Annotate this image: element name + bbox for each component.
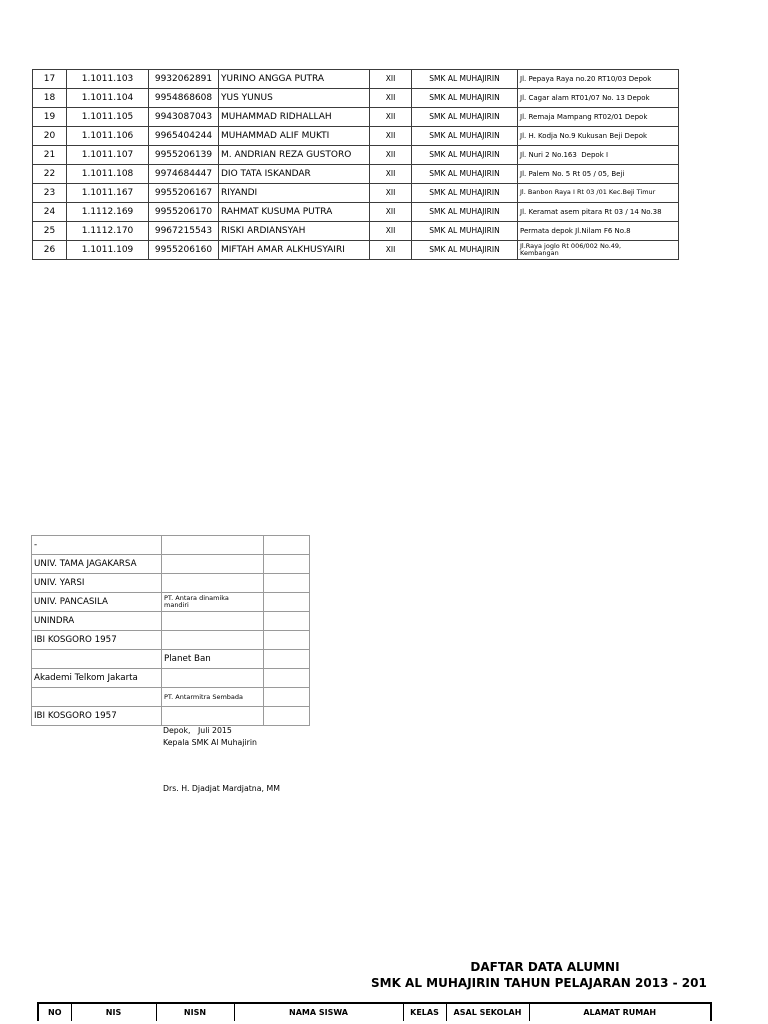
cell-studi xyxy=(32,650,162,669)
cell-empty xyxy=(264,574,310,593)
cell-alamat-rumah: Jl. Pepaya Raya no.20 RT10/03 Depok xyxy=(518,70,679,89)
table-row xyxy=(32,688,310,707)
cell-asal-sekolah: SMK AL MUHAJIRIN xyxy=(412,127,518,146)
cell-kerja: PT. Antarmitra Sembada xyxy=(162,688,264,707)
cell-empty xyxy=(264,536,310,555)
cell-studi: UNIV. PANCASILA xyxy=(32,593,162,612)
cell-studi: UNIV. TAMA JAGAKARSA xyxy=(32,555,162,574)
cell-no: 25 xyxy=(33,222,67,241)
cell-kelas: XII xyxy=(370,222,412,241)
cell-kelas: XII xyxy=(370,241,412,260)
cell-studi: IBI KOSGORO 1957 xyxy=(32,631,162,650)
table-row xyxy=(33,241,679,260)
cell-kelas: XII xyxy=(370,70,412,89)
cell-empty xyxy=(264,631,310,650)
alumni-table-continued xyxy=(32,69,679,260)
table-row xyxy=(32,669,310,688)
signature-position: Kepala SMK Al Muhajirin xyxy=(163,738,257,747)
header-nis: NIS xyxy=(71,1003,156,1021)
cell-asal-sekolah: SMK AL MUHAJIRIN xyxy=(412,241,518,260)
cell-nis: 1.1011.107 xyxy=(67,146,149,165)
cell-nisn: 9955206167 xyxy=(149,184,219,203)
cell-nisn: 9965404244 xyxy=(149,127,219,146)
header-nisn: NISN xyxy=(156,1003,234,1021)
cell-nis: 1.1112.169 xyxy=(67,203,149,222)
cell-empty xyxy=(264,612,310,631)
cell-alamat-rumah: Permata depok Jl.Nilam F6 No.8 xyxy=(518,222,679,241)
table-row xyxy=(32,612,310,631)
table-row xyxy=(33,108,679,127)
table-row xyxy=(32,593,310,612)
cell-no: 22 xyxy=(33,165,67,184)
cell-studi: Akademi Telkom Jakarta xyxy=(32,669,162,688)
cell-kerja xyxy=(162,612,264,631)
header-kelas: KELAS xyxy=(403,1003,446,1021)
cell-kerja xyxy=(162,574,264,593)
cell-kerja xyxy=(162,669,264,688)
signature-place-date: Depok, Juli 2015 xyxy=(163,726,232,735)
cell-nisn: 9932062891 xyxy=(149,70,219,89)
cell-no: 19 xyxy=(33,108,67,127)
cell-empty xyxy=(264,669,310,688)
cell-nis: 1.1011.105 xyxy=(67,108,149,127)
table-row xyxy=(32,555,310,574)
cell-studi xyxy=(32,688,162,707)
alamat-text: Jl. Banbon Raya I Rt 03 /01 Kec.Beji Timur xyxy=(520,188,656,197)
cell-nisn: 9955206139 xyxy=(149,146,219,165)
cell-kerja xyxy=(162,631,264,650)
cell-kelas: XII xyxy=(370,127,412,146)
cell-nisn: 9943087043 xyxy=(149,108,219,127)
cell-nisn: 9955206170 xyxy=(149,203,219,222)
cell-no: 23 xyxy=(33,184,67,203)
cell-nis: 1.1011.106 xyxy=(67,127,149,146)
table-row xyxy=(33,146,679,165)
cell-nisn: 9954868608 xyxy=(149,89,219,108)
table-row xyxy=(32,631,310,650)
cell-empty xyxy=(264,707,310,726)
cell-kelas: XII xyxy=(370,184,412,203)
cell-nama-siswa: YURINO ANGGA PUTRA xyxy=(219,70,370,89)
cell-asal-sekolah: SMK AL MUHAJIRIN xyxy=(412,146,518,165)
cell-studi: UNIV. YARSI xyxy=(32,574,162,593)
cell-kerja xyxy=(162,536,264,555)
cell-no: 24 xyxy=(33,203,67,222)
cell-asal-sekolah: SMK AL MUHAJIRIN xyxy=(412,70,518,89)
cell-studi: IBI KOSGORO 1957 xyxy=(32,707,162,726)
cell-nama-siswa: RISKI ARDIANSYAH xyxy=(219,222,370,241)
cell-nama-siswa: MUHAMMAD ALIF MUKTI xyxy=(219,127,370,146)
header-alamat-rumah: ALAMAT RUMAH xyxy=(529,1003,711,1021)
table-row xyxy=(33,127,679,146)
cell-kelas: XII xyxy=(370,89,412,108)
page-title: DAFTAR DATA ALUMNI xyxy=(470,960,620,974)
table-row xyxy=(33,222,679,241)
table-row xyxy=(33,165,679,184)
cell-nis: 1.1112.170 xyxy=(67,222,149,241)
cell-nis: 1.1011.104 xyxy=(67,89,149,108)
cell-alamat-rumah: Jl. Nuri 2 No.163 Depok I xyxy=(518,146,679,165)
page-subtitle: SMK AL MUHAJIRIN TAHUN PELAJARAN 2013 - 201 xyxy=(371,976,707,990)
cell-alamat-rumah xyxy=(518,184,679,203)
cell-alamat-rumah xyxy=(518,241,679,260)
cell-no: 26 xyxy=(33,241,67,260)
cell-nama-siswa: DIO TATA ISKANDAR xyxy=(219,165,370,184)
cell-asal-sekolah: SMK AL MUHAJIRIN xyxy=(412,89,518,108)
table-row xyxy=(32,574,310,593)
cell-no: 17 xyxy=(33,70,67,89)
cell-no: 18 xyxy=(33,89,67,108)
cell-nis: 1.1011.109 xyxy=(67,241,149,260)
alumni-table-header xyxy=(37,1002,712,1021)
cell-kelas: XII xyxy=(370,165,412,184)
cell-nama-siswa: YUS YUNUS xyxy=(219,89,370,108)
cell-nama-siswa: RAHMAT KUSUMA PUTRA xyxy=(219,203,370,222)
cell-nama-siswa: M. ANDRIAN REZA GUSTORO xyxy=(219,146,370,165)
cell-nama-siswa: MUHAMMAD RIDHALLAH xyxy=(219,108,370,127)
table-row xyxy=(33,70,679,89)
cell-asal-sekolah: SMK AL MUHAJIRIN xyxy=(412,184,518,203)
cell-kerja: Planet Ban xyxy=(162,650,264,669)
cell-asal-sekolah: SMK AL MUHAJIRIN xyxy=(412,203,518,222)
header-row xyxy=(38,1003,711,1021)
cell-no: 21 xyxy=(33,146,67,165)
cell-nama-siswa: RIYANDI xyxy=(219,184,370,203)
header-nama-siswa: NAMA SISWA xyxy=(234,1003,403,1021)
alamat-text: Jl.Raya joglo Rt 006/002 No.49, Kembangan xyxy=(520,241,622,257)
kerja-text: PT. Antara dinamika mandiri xyxy=(164,593,229,609)
signature-name: Drs. H. Djadjat Mardjatna, MM xyxy=(163,784,280,793)
table-row xyxy=(32,707,310,726)
cell-studi: UNINDRA xyxy=(32,612,162,631)
cell-empty xyxy=(264,555,310,574)
cell-asal-sekolah: SMK AL MUHAJIRIN xyxy=(412,108,518,127)
cell-alamat-rumah: Jl. H. Kodja No.9 Kukusan Beji Depok xyxy=(518,127,679,146)
cell-asal-sekolah: SMK AL MUHAJIRIN xyxy=(412,222,518,241)
cell-alamat-rumah: Jl. Keramat asem pitara Rt 03 / 14 No.38 xyxy=(518,203,679,222)
cell-kelas: XII xyxy=(370,203,412,222)
cell-alamat-rumah: Jl. Remaja Mampang RT02/01 Depok xyxy=(518,108,679,127)
cell-empty xyxy=(264,593,310,612)
cell-nisn: 9974684447 xyxy=(149,165,219,184)
cell-alamat-rumah: Jl. Palem No. 5 Rt 05 / 05, Beji xyxy=(518,165,679,184)
cell-kelas: XII xyxy=(370,146,412,165)
header-asal-sekolah: ASAL SEKOLAH xyxy=(446,1003,529,1021)
cell-nis: 1.1011.103 xyxy=(67,70,149,89)
table-row xyxy=(33,89,679,108)
cell-kerja xyxy=(162,707,264,726)
table-row xyxy=(32,536,310,555)
cell-nisn: 9967215543 xyxy=(149,222,219,241)
table-row xyxy=(33,184,679,203)
table-row xyxy=(33,203,679,222)
cell-nis: 1.1011.108 xyxy=(67,165,149,184)
cell-nisn: 9955206160 xyxy=(149,241,219,260)
cell-kerja xyxy=(162,593,264,612)
header-no: NO xyxy=(38,1003,71,1021)
cell-studi: - xyxy=(32,536,162,555)
cell-alamat-rumah: Jl. Cagar alam RT01/07 No. 13 Depok xyxy=(518,89,679,108)
cell-empty xyxy=(264,650,310,669)
cell-nama-siswa: MIFTAH AMAR ALKHUSYAIRI xyxy=(219,241,370,260)
cell-asal-sekolah: SMK AL MUHAJIRIN xyxy=(412,165,518,184)
cell-kerja xyxy=(162,555,264,574)
cell-empty xyxy=(264,688,310,707)
cell-no: 20 xyxy=(33,127,67,146)
alumni-activity-table xyxy=(31,535,310,726)
table-row xyxy=(32,650,310,669)
cell-kelas: XII xyxy=(370,108,412,127)
cell-nis: 1.1011.167 xyxy=(67,184,149,203)
